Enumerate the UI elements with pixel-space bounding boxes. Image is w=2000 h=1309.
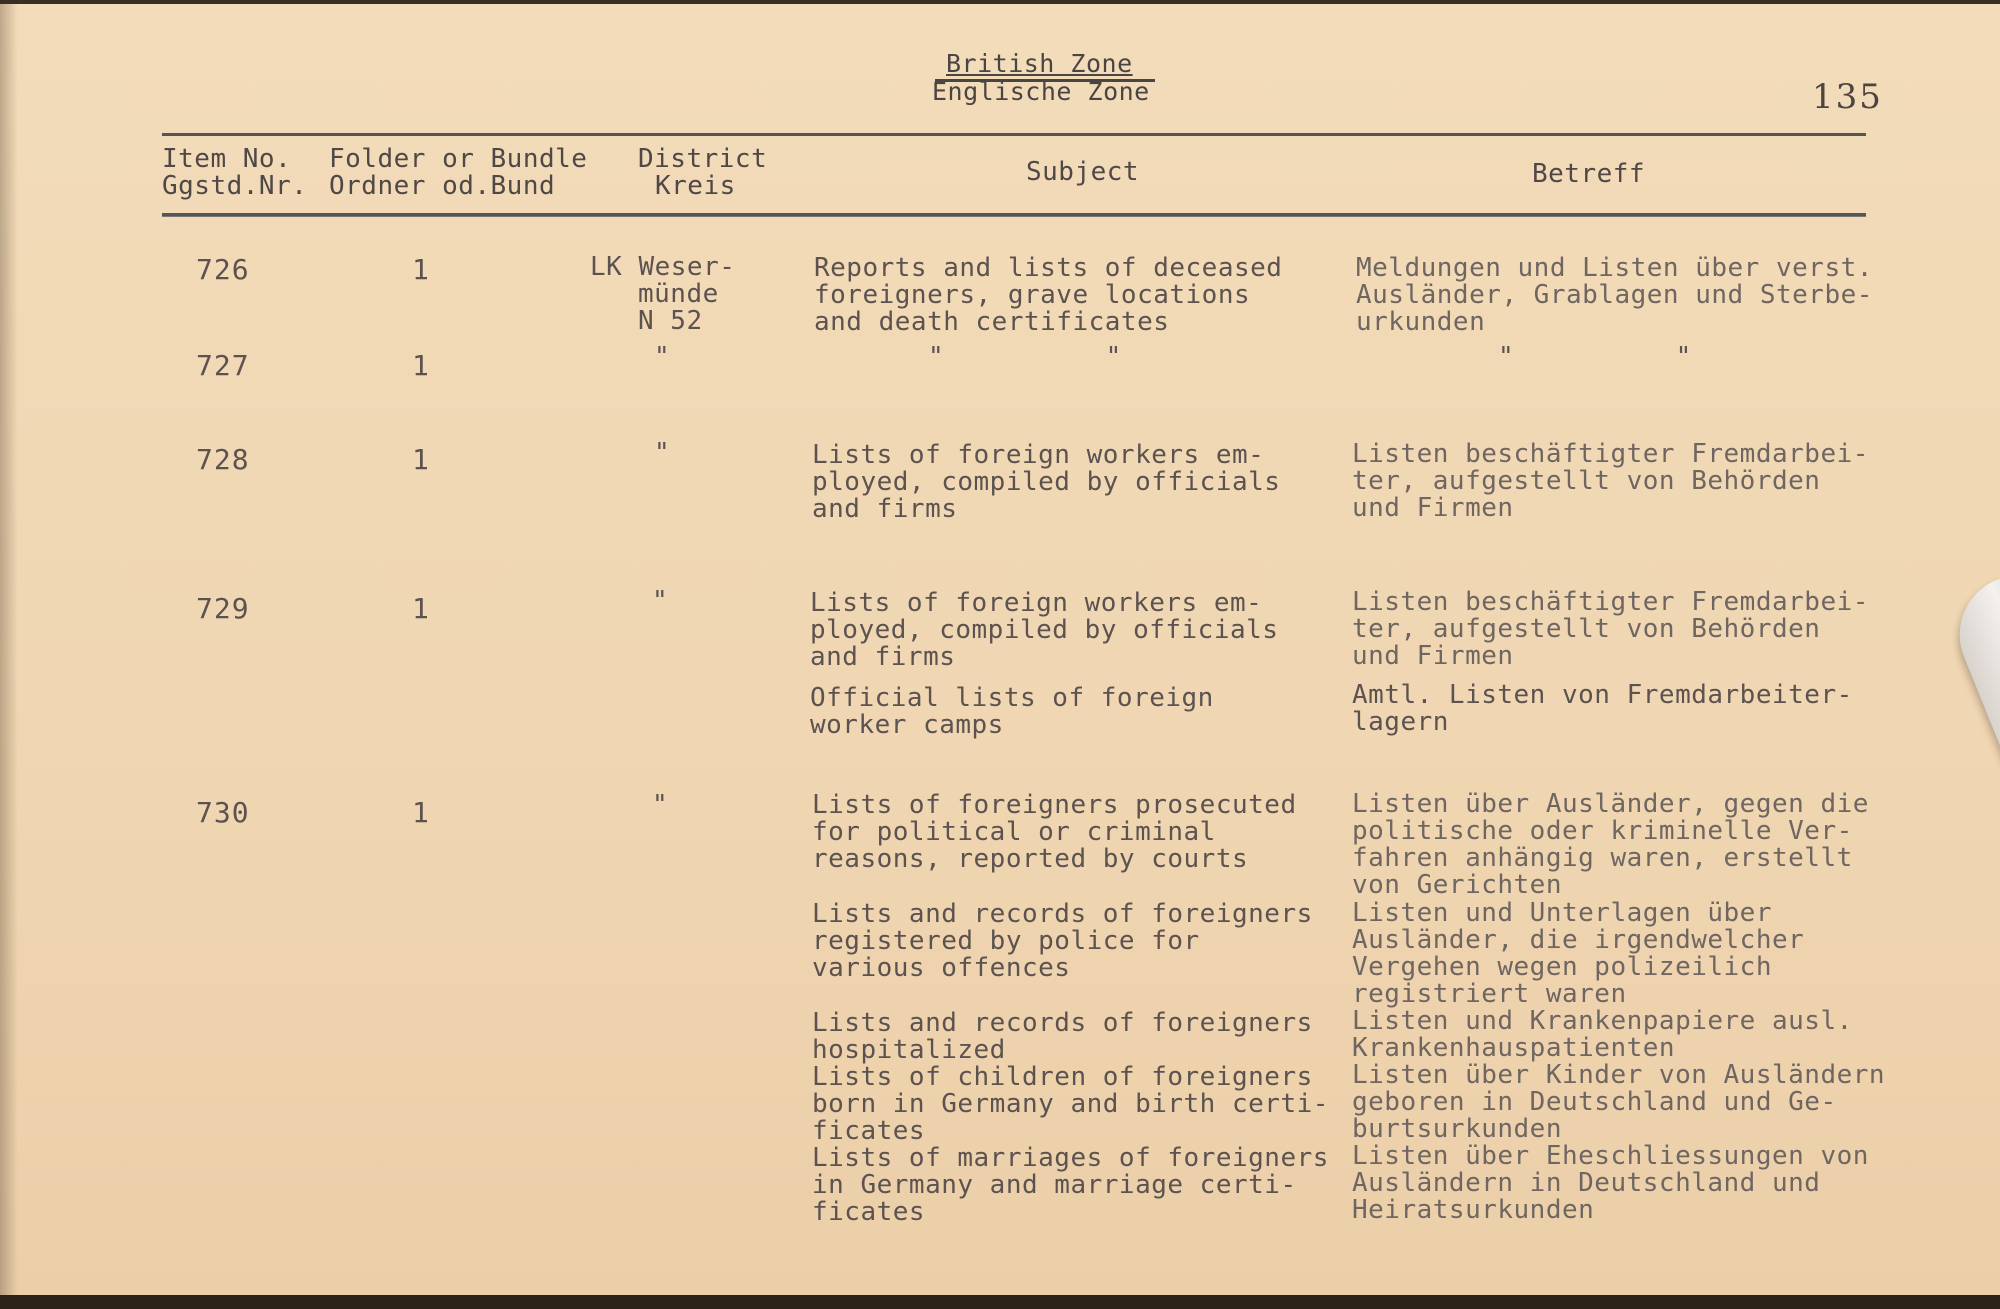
betreff-line: Listen über Kinder von Ausländern xyxy=(1352,1060,1886,1090)
ditto-mark: " xyxy=(652,586,669,616)
col-subject: Subject xyxy=(1026,157,1140,187)
subject-line: Lists and records of foreigners xyxy=(812,1008,1313,1038)
subject-line: Official lists of foreign xyxy=(810,683,1214,713)
subject-line: Lists of foreigners prosecuted xyxy=(812,790,1297,820)
subject-line: Reports and lists of deceased xyxy=(814,253,1283,283)
betreff-line: Ausländer, Grablagen und Sterbe- xyxy=(1356,280,1873,310)
subject-line: ficates xyxy=(812,1197,926,1227)
betreff-line: Heiratsurkunden xyxy=(1352,1195,1595,1225)
subject-line: Lists and records of foreigners xyxy=(812,899,1313,929)
item-number: 727 xyxy=(196,349,250,382)
ditto-mark: " xyxy=(652,790,669,820)
betreff-line: Vergehen wegen polizeilich xyxy=(1352,952,1772,982)
betreff-line: von Gerichten xyxy=(1352,870,1562,900)
subject-line: reasons, reported by courts xyxy=(812,844,1249,874)
betreff-line: Listen beschäftigter Fremdarbei- xyxy=(1352,439,1869,469)
betreff-line: registriert waren xyxy=(1352,979,1627,1009)
betreff-line: politische oder kriminelle Ver- xyxy=(1352,816,1853,846)
subject-line: in Germany and marriage certi- xyxy=(812,1170,1297,1200)
betreff-line: burtsurkunden xyxy=(1352,1114,1562,1144)
subject-line: and death certificates xyxy=(814,307,1170,337)
page-number: 135 xyxy=(1812,77,1883,117)
subject-line: Lists of marriages of foreigners xyxy=(812,1143,1329,1173)
item-number: 729 xyxy=(196,592,250,625)
scanner-bed-edge xyxy=(0,1295,2000,1309)
folder-number: 1 xyxy=(412,592,430,625)
item-number: 728 xyxy=(196,443,250,476)
col-betreff: Betreff xyxy=(1532,159,1646,189)
betreff-line: und Firmen xyxy=(1352,641,1514,671)
ditto-mark: " " xyxy=(928,342,1122,372)
betreff-line: ter, aufgestellt von Behörden xyxy=(1352,466,1821,496)
subject-line: ployed, compiled by officials xyxy=(812,467,1281,497)
betreff-line: Meldungen und Listen über verst. xyxy=(1356,253,1873,283)
subject-line: foreigners, grave locations xyxy=(814,280,1251,310)
betreff-line: Listen über Eheschliessungen von xyxy=(1352,1141,1869,1171)
subject-line: ployed, compiled by officials xyxy=(810,615,1279,645)
folder-number: 1 xyxy=(412,349,430,382)
subject-line: for political or criminal xyxy=(812,817,1216,847)
betreff-line: ter, aufgestellt von Behörden xyxy=(1352,614,1821,644)
betreff-line: Listen und Unterlagen über xyxy=(1352,898,1772,928)
zone-title-german: Englische Zone xyxy=(932,77,1150,106)
tweezer-tip xyxy=(1942,558,2000,1196)
ditto-mark: " " xyxy=(1498,342,1692,372)
subject-line: ficates xyxy=(812,1116,926,1146)
betreff-line: Ausländern in Deutschland und xyxy=(1352,1168,1821,1198)
betreff-line: lagern xyxy=(1352,707,1449,737)
betreff-line: urkunden xyxy=(1356,307,1486,337)
betreff-line: geboren in Deutschland und Ge- xyxy=(1352,1087,1837,1117)
folder-number: 1 xyxy=(412,443,430,476)
col-district-en: District xyxy=(638,144,768,174)
district-line: münde xyxy=(638,279,719,309)
col-district-de: Kreis xyxy=(655,171,736,201)
betreff-line: Listen beschäftigter Fremdarbei- xyxy=(1352,587,1869,617)
subject-line: and firms xyxy=(812,494,958,524)
folder-number: 1 xyxy=(412,253,430,286)
page-edge-shadow xyxy=(0,4,18,1295)
item-number: 730 xyxy=(196,796,250,829)
betreff-line: Krankenhauspatienten xyxy=(1352,1033,1676,1063)
betreff-line: Listen über Ausländer, gegen die xyxy=(1352,789,1869,819)
header-bottom-rule-thin xyxy=(162,216,1866,217)
col-item-no-en: Item No. xyxy=(162,144,292,174)
folder-number: 1 xyxy=(412,796,430,829)
zone-title-english: British Zone xyxy=(946,49,1133,78)
subject-line: worker camps xyxy=(810,710,1004,740)
district-line: N 52 xyxy=(638,306,703,336)
subject-line: Lists of foreign workers em- xyxy=(812,440,1265,470)
subject-line: various offences xyxy=(812,953,1071,983)
subject-line: hospitalized xyxy=(812,1035,1006,1065)
betreff-line: Listen und Krankenpapiere ausl. xyxy=(1352,1006,1853,1036)
item-number: 726 xyxy=(196,253,250,286)
ditto-mark: " xyxy=(654,342,671,372)
subject-line: Lists of children of foreigners xyxy=(812,1062,1313,1092)
col-folder-de: Ordner od.Bund xyxy=(329,171,556,201)
col-item-no-de: Ggstd.Nr. xyxy=(162,171,308,201)
subject-line: and firms xyxy=(810,642,956,672)
betreff-line: Amtl. Listen von Fremdarbeiter- xyxy=(1352,680,1853,710)
betreff-line: fahren anhängig waren, erstellt xyxy=(1352,843,1853,873)
table-top-rule xyxy=(162,133,1866,136)
ditto-mark: " xyxy=(654,438,671,468)
subject-line: born in Germany and birth certi- xyxy=(812,1089,1329,1119)
subject-line: Lists of foreign workers em- xyxy=(810,588,1263,618)
betreff-line: und Firmen xyxy=(1352,493,1514,523)
district-line: LK Weser- xyxy=(590,252,736,282)
subject-line: registered by police for xyxy=(812,926,1200,956)
betreff-line: Ausländer, die irgendwelcher xyxy=(1352,925,1805,955)
col-folder-en: Folder or Bundle xyxy=(329,144,588,174)
